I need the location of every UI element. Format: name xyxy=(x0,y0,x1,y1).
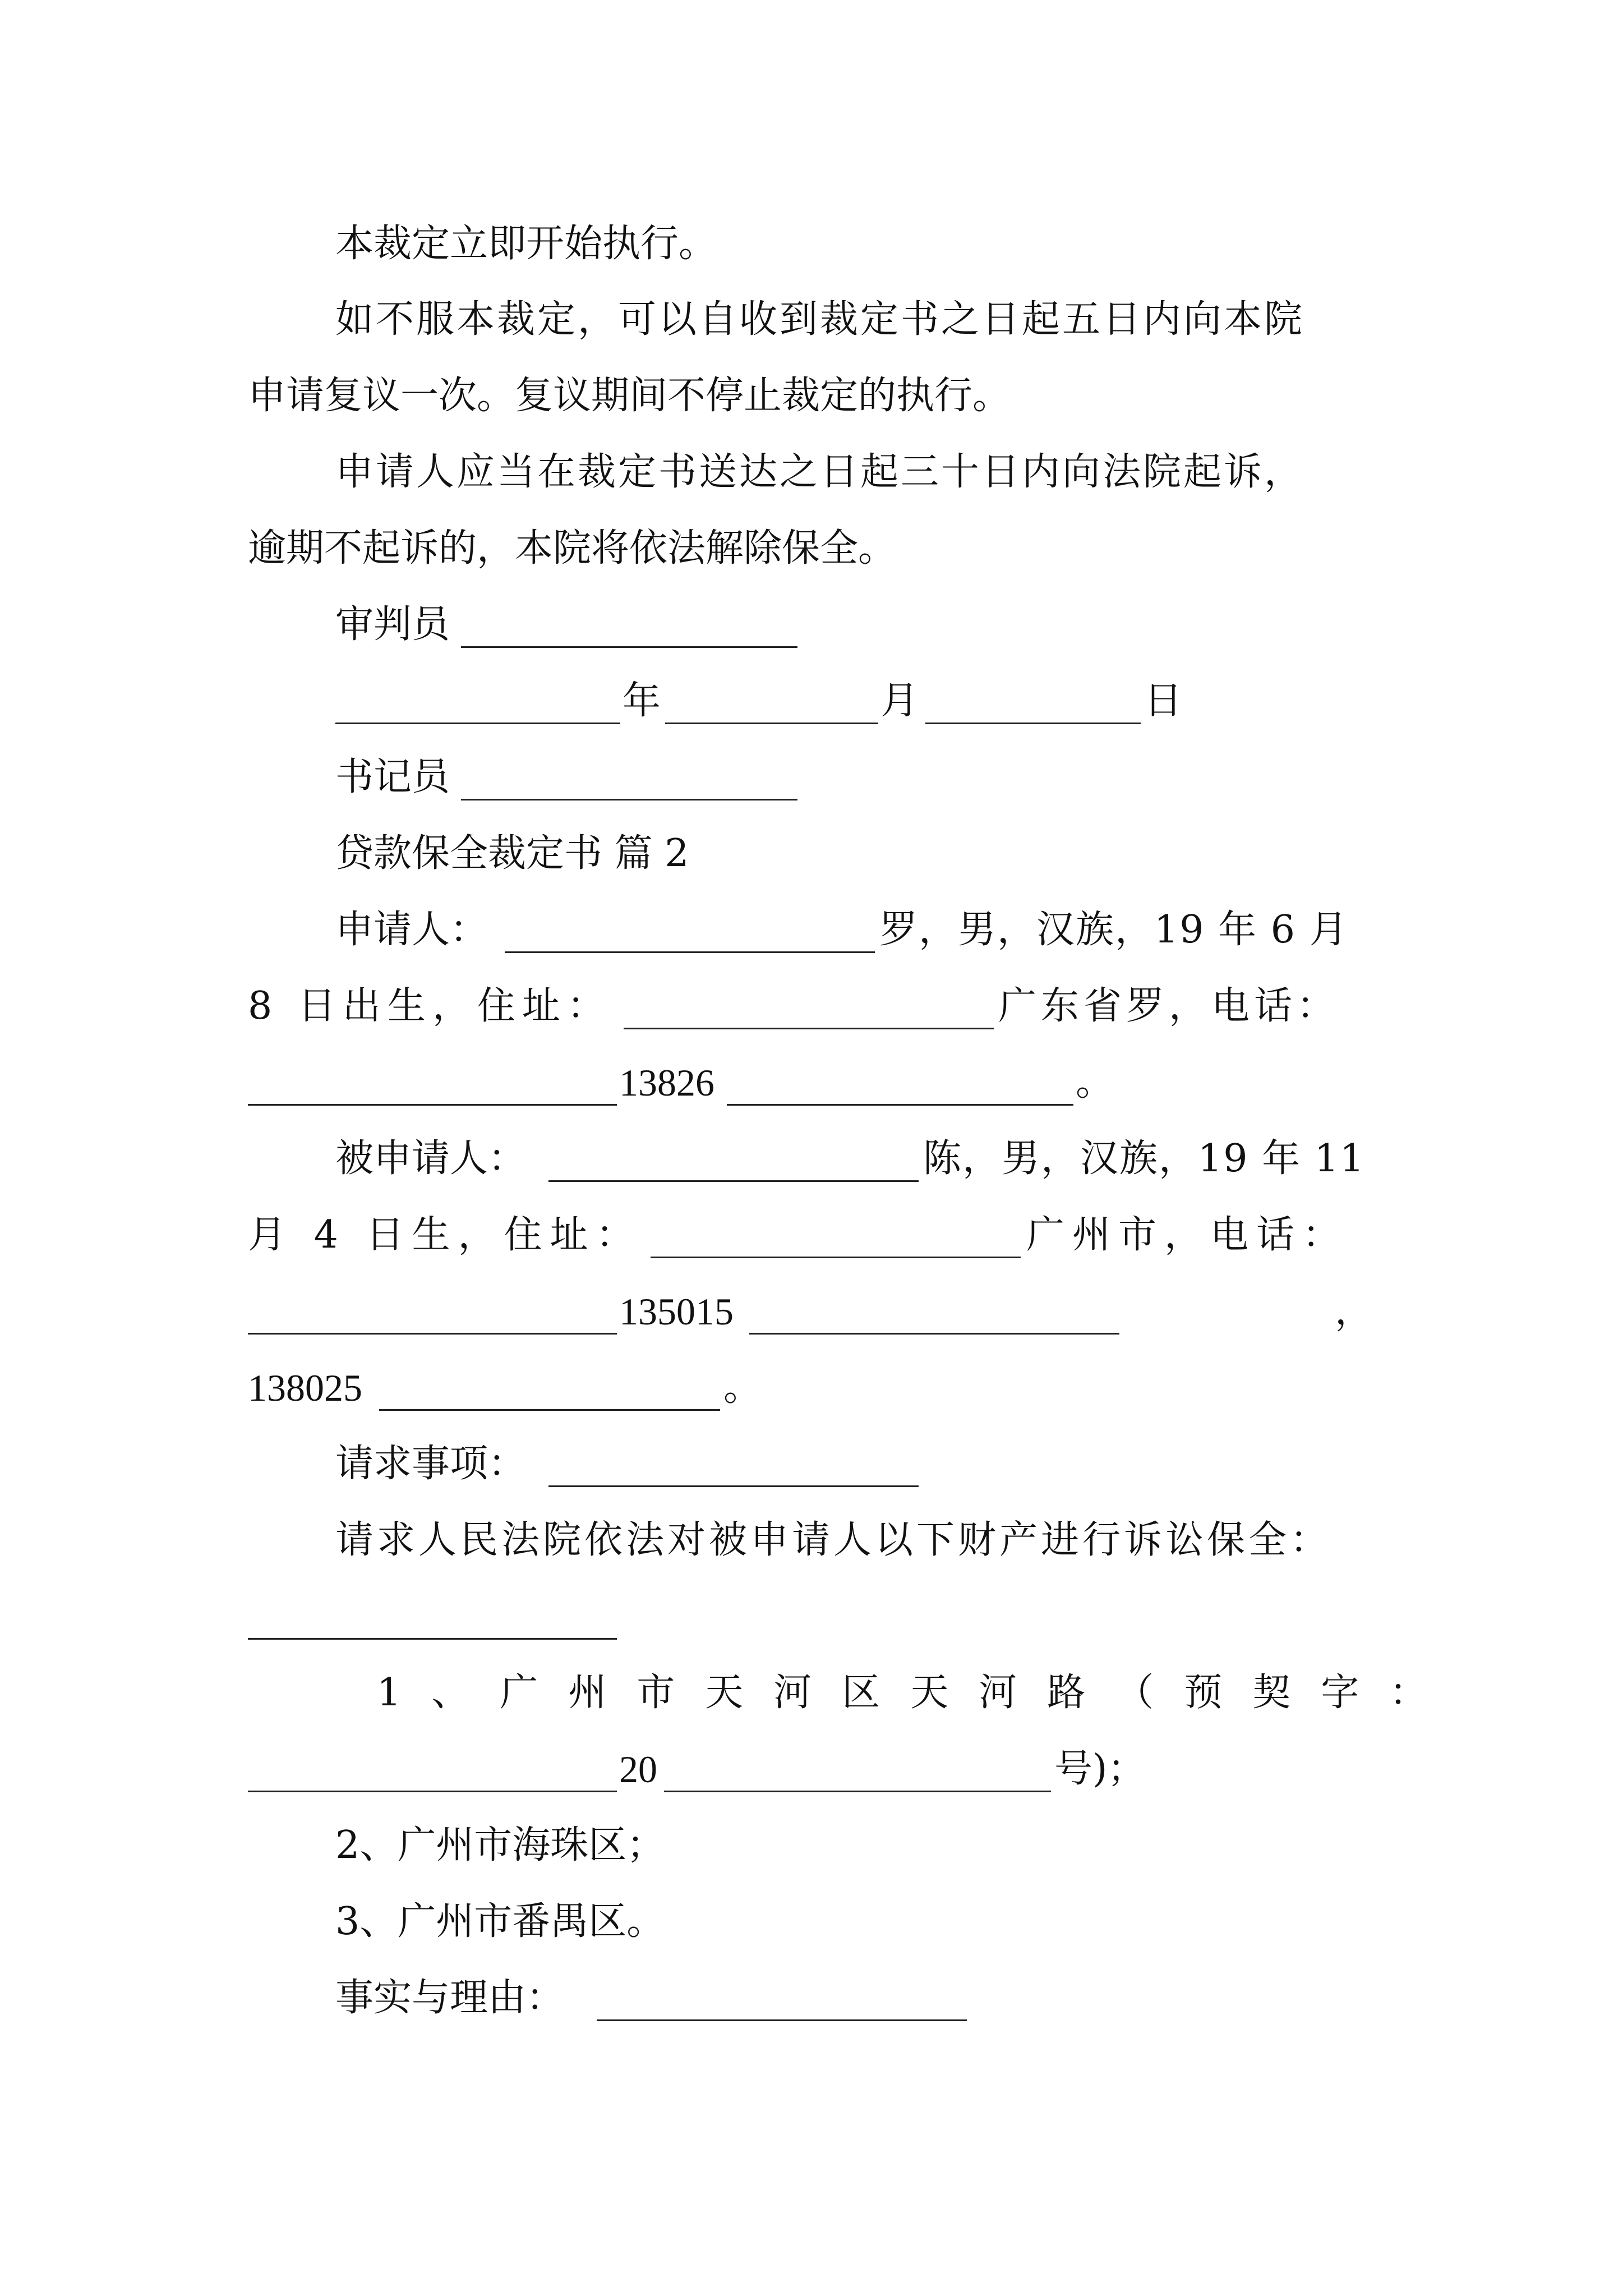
comma: ， xyxy=(1335,1289,1373,1333)
month-blank xyxy=(665,673,878,724)
item-1-suffix: 号)； xyxy=(1054,1747,1146,1791)
item-2-text: 2、广州市海珠区； xyxy=(335,1823,665,1867)
paragraph-lawsuit-line1 xyxy=(0,444,1623,500)
item-2-line xyxy=(0,1818,1623,1874)
text-line: 申请人应当在裁定书送达之日起三十日内向法院起诉， xyxy=(335,450,1305,494)
applicant-phone-blank-right xyxy=(727,1055,1073,1106)
text-line: 如不服本裁定，可以自收到裁定书之日起五日内向本院 xyxy=(335,297,1305,342)
respondent-line2 xyxy=(0,1207,1623,1263)
clerk-signature-line xyxy=(0,749,1623,806)
day-blank xyxy=(925,673,1141,724)
paragraph-execution xyxy=(0,216,1623,272)
request-heading-line xyxy=(0,1436,1623,1492)
respondent-phone-1: 135015 xyxy=(619,1290,734,1333)
year-blank xyxy=(335,673,620,724)
applicant-line3 xyxy=(0,1055,1623,1111)
respondent-address-blank xyxy=(651,1207,1021,1258)
respondent-label: 被申请人： xyxy=(335,1137,527,1181)
item-1-line2 xyxy=(0,1741,1623,1797)
request-text: 请求人民法院依法对被申请人以下财产进行诉讼保全： xyxy=(335,1518,1332,1562)
year-label: 年 xyxy=(623,679,661,723)
applicant-label: 申请人： xyxy=(335,908,488,952)
applicant-phone: 13826 xyxy=(619,1061,714,1104)
date-line xyxy=(0,673,1623,729)
section-title xyxy=(0,826,1623,882)
applicant-address-blank xyxy=(624,978,994,1029)
judge-signature-line xyxy=(0,597,1623,653)
facts-label: 事实与理由： xyxy=(335,1976,565,2020)
day-label: 日 xyxy=(1144,679,1183,723)
request-blank xyxy=(548,1436,919,1487)
facts-heading-line xyxy=(0,1970,1623,2026)
request-continuation-blank xyxy=(248,1589,617,1640)
applicant-line2 xyxy=(0,978,1623,1034)
month-label: 月 xyxy=(880,679,919,723)
applicant-phone-blank-left xyxy=(248,1055,617,1106)
text-line: 申请复议一次。复议期间不停止裁定的执行。 xyxy=(248,374,1011,418)
paragraph-appeal-line2 xyxy=(0,368,1623,424)
respondent-blank xyxy=(548,1131,919,1182)
end-mark: 。 xyxy=(723,1365,762,1410)
applicant-province-phone: 广东省罗，电话： xyxy=(998,984,1340,1028)
applicant-details: 罗，男，汉族，19 年 6 月 xyxy=(879,908,1349,952)
section-title-text: 贷款保全裁定书 篇 2 xyxy=(335,831,689,876)
item-3-text: 3、广州市番禺区。 xyxy=(335,1899,665,1944)
item-1-blank-right xyxy=(664,1741,1051,1792)
end-mark: 。 xyxy=(1076,1060,1114,1105)
item-1-number: 20 xyxy=(619,1748,657,1791)
request-text-line xyxy=(0,1512,1623,1568)
respondent-line1 xyxy=(0,1131,1623,1187)
clerk-label: 书记员 xyxy=(335,755,450,799)
respondent-details: 陈，男，汉族，19 年 11 xyxy=(923,1137,1366,1181)
item-1-blank-left xyxy=(248,1741,617,1792)
respondent-phone-blank-right xyxy=(749,1283,1119,1335)
respondent-line3 xyxy=(0,1283,1623,1340)
respondent-phone-blank-left xyxy=(248,1283,617,1335)
paragraph-appeal-line1 xyxy=(0,292,1623,348)
applicant-birth-address: 8 日出生，住址： xyxy=(248,984,612,1028)
respondent-city-phone: 广州市，电话： xyxy=(1026,1213,1349,1257)
respondent-birth-address: 月 4 日生，住址： xyxy=(248,1213,642,1257)
paragraph-lawsuit-line2 xyxy=(0,521,1623,577)
clerk-name-blank xyxy=(461,749,797,800)
text-line: 逾期不起诉的，本院将依法解除保全。 xyxy=(248,526,897,570)
request-blank-line xyxy=(0,1589,1623,1645)
judge-label: 审判员 xyxy=(335,602,450,647)
item-1-address: 1、广州市天河区天河路（预契字： xyxy=(377,1671,1458,1715)
judge-name-blank xyxy=(461,597,797,648)
respondent-phone-2: 138025 xyxy=(248,1366,362,1409)
item-1-line1 xyxy=(0,1665,1623,1721)
request-label: 请求事项： xyxy=(335,1442,527,1486)
applicant-blank xyxy=(505,902,875,953)
respondent-line4 xyxy=(0,1360,1623,1416)
text-line: 本裁定立即开始执行。 xyxy=(335,222,717,266)
facts-blank xyxy=(597,1970,967,2021)
respondent-phone2-blank xyxy=(379,1360,720,1411)
item-3-line xyxy=(0,1894,1623,1950)
applicant-line1 xyxy=(0,902,1623,958)
